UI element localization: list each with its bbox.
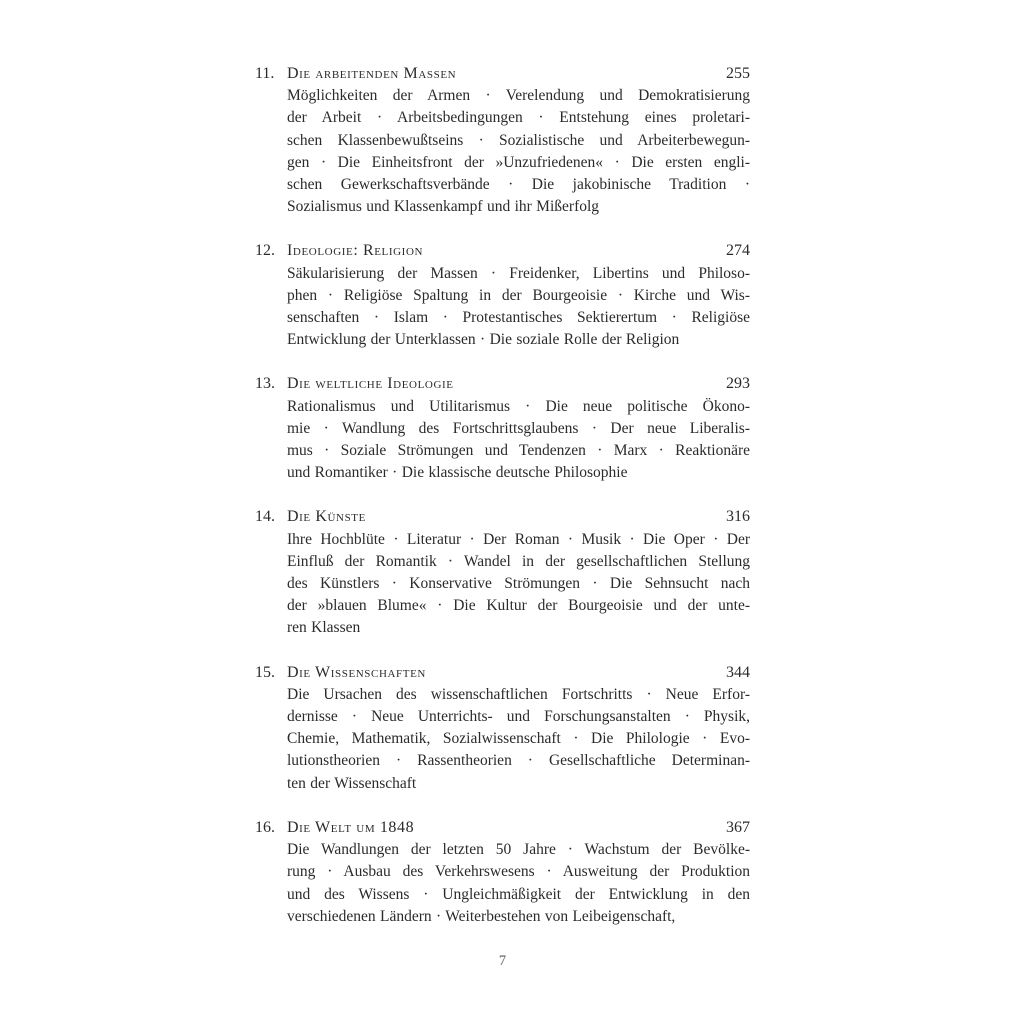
chapter-description [287, 839, 750, 928]
description-line: mie · Wandlung des Fortschrittsglaubens · Der neue Liberalis- [287, 419, 750, 437]
chapter-number: 15. [255, 663, 275, 681]
toc-entries [255, 63, 750, 928]
description-line: Die Ursachen des wissenschaftlichen Fortschritts · Neue Erfor- [287, 685, 750, 703]
toc-entry-heading [255, 817, 750, 839]
description-line: Möglichkeiten der Armen · Verelendung und Demokratisierung [287, 87, 750, 105]
description-line: ren Klassen [287, 619, 361, 637]
description-line: Rationalismus und Utilitarismus · Die neue politische Ökono- [287, 397, 750, 415]
chapter-page-number: 316 [726, 508, 750, 526]
description-line: Einfluß der Romantik · Wandel in der gesellschaftlichen Stellung [287, 552, 750, 570]
toc-entry-heading [255, 506, 750, 528]
toc-entry [255, 817, 750, 928]
description-line: Ihre Hochblüte · Literatur · Der Roman · Musik · Die Oper · Der [287, 530, 750, 548]
chapter-number: 16. [255, 818, 275, 836]
description-line: Die Wandlungen der letzten 50 Jahre · Wachstum der Bevölke- [287, 841, 750, 859]
chapter-page-number: 255 [726, 65, 750, 82]
footer-page-number: 7 [498, 952, 507, 969]
description-line: Entwicklung der Unterklassen · Die soziale Rolle der Religion [287, 331, 680, 349]
chapter-number: 13. [255, 375, 275, 393]
chapter-title: Die Künste [287, 508, 366, 526]
chapter-description [287, 85, 750, 218]
toc-entry [255, 240, 750, 351]
chapter-title: Die Wissenschaften [287, 663, 426, 681]
chapter-title: Die Welt um 1848 [287, 818, 415, 836]
description-line: phen · Religiöse Spaltung in der Bourgeoisie · Kirche und Wis- [287, 286, 750, 304]
chapter-description [287, 684, 750, 795]
table-of-contents [255, 63, 750, 972]
toc-entry [255, 662, 750, 795]
description-line: Sozialismus und Klassenkampf und ihr Mißerfolg [287, 198, 600, 216]
description-line: und Romantiker · Die klassische deutsche Philosophie [287, 464, 628, 482]
description-line: schen Klassenbewußtseins · Sozialistische und Arbeiterbewegun- [287, 131, 750, 149]
description-line: Säkularisierung der Massen · Freidenker, Libertins und Philoso- [287, 264, 750, 282]
chapter-title: Ideologie: Religion [287, 242, 424, 260]
chapter-page-number: 274 [726, 242, 750, 260]
description-line: dernisse · Neue Unterrichts- und Forschungsanstalten · Physik, [287, 708, 750, 726]
description-line: rung · Ausbau des Verkehrswesens · Ausweitung der Produktion [287, 863, 750, 881]
description-line: lutionstheorien · Rassentheorien · Gesellschaftliche Determinan- [287, 752, 750, 770]
toc-entry-heading [255, 662, 750, 684]
chapter-page-number: 367 [726, 818, 750, 836]
toc-entry-heading [255, 63, 750, 85]
chapter-number: 12. [255, 242, 275, 260]
description-line: gen · Die Einheitsfront der »Unzufriedenen« · Die ersten engli- [287, 153, 750, 171]
description-line: ten der Wissenschaft [287, 774, 417, 792]
description-line: verschiedenen Ländern · Weiterbestehen von Leibeigenschaft, [287, 907, 676, 925]
description-line: der »blauen Blume« · Die Kultur der Bourgeoisie und der unte- [287, 597, 750, 615]
chapter-page-number: 344 [726, 663, 750, 681]
toc-entry [255, 373, 750, 484]
chapter-description [287, 396, 750, 485]
chapter-number: 14. [255, 508, 275, 526]
chapter-number: 11. [255, 65, 275, 82]
description-line: senschaften · Islam · Protestantisches Sektierertum · Religiöse [287, 309, 750, 327]
description-line: der Arbeit · Arbeitsbedingungen · Entstehung eines proletari- [287, 109, 750, 127]
chapter-title: Die weltliche Ideologie [287, 375, 454, 393]
toc-entry-heading [255, 373, 750, 395]
toc-entry-heading [255, 240, 750, 262]
description-line: des Künstlers · Konservative Strömungen · Die Sehnsucht nach [287, 575, 750, 593]
description-line: und des Wissens · Ungleichmäßigkeit der Entwicklung in den [287, 885, 750, 903]
chapter-title: Die arbeitenden Massen [287, 65, 457, 82]
description-line: schen Gewerkschaftsverbände · Die jakobinische Tradition · [287, 176, 750, 194]
toc-entry [255, 506, 750, 639]
description-line: mus · Soziale Strömungen und Tendenzen · Marx · Reaktionäre [287, 442, 750, 460]
chapter-page-number: 293 [726, 375, 750, 393]
toc-entry [255, 63, 750, 218]
chapter-description [287, 529, 750, 640]
description-line: Chemie, Mathematik, Sozialwissenschaft · Die Philologie · Evo- [287, 730, 750, 748]
chapter-description [287, 263, 750, 352]
